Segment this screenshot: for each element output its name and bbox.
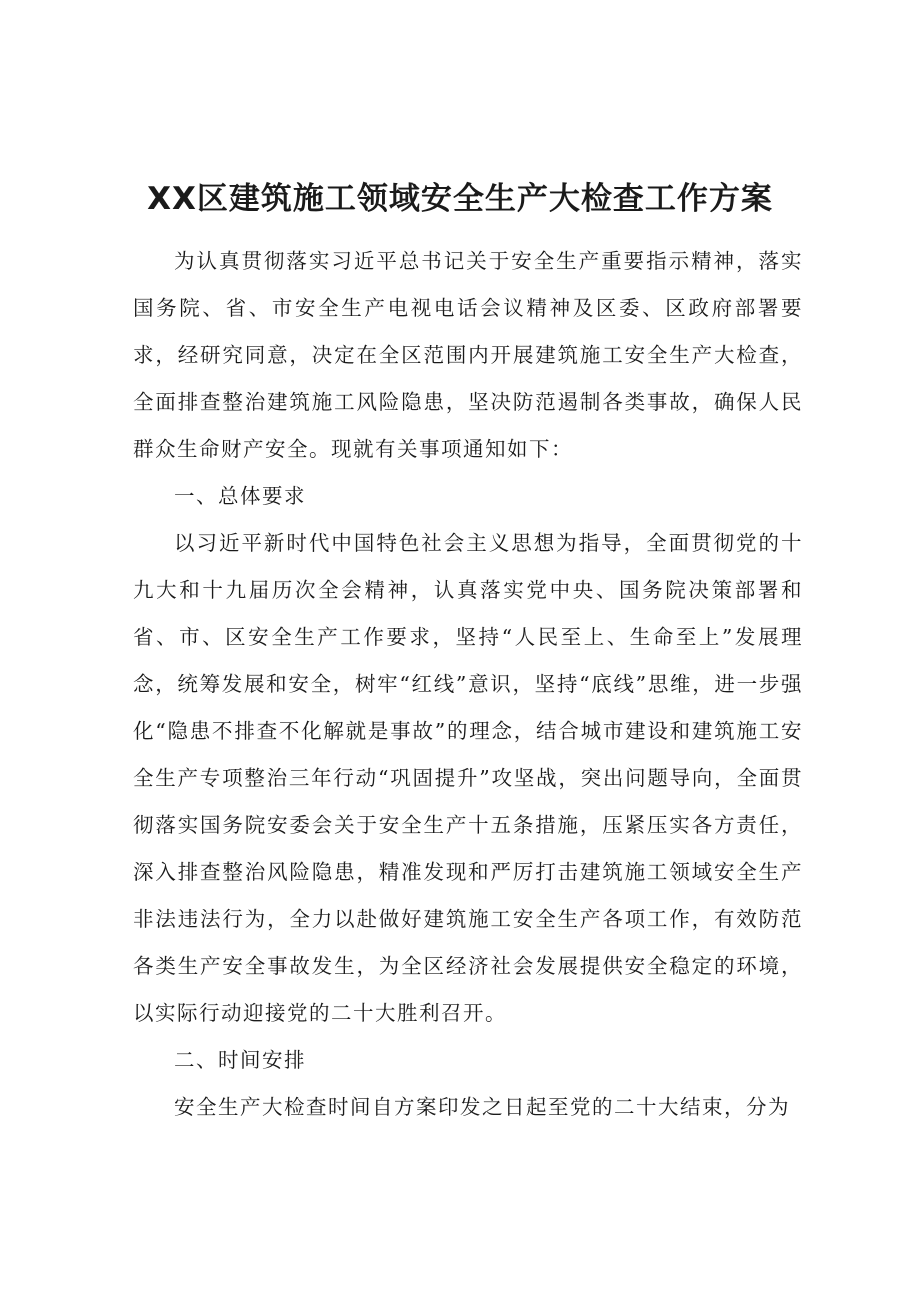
general-requirements-paragraph: 以习近平新时代中国特色社会主义思想为指导，全面贯彻党的十九大和十九届历次全会精神，认真落实党中央、国务院决策部署和省、市、区安全生产工作要求，坚持“人民至上、生命至上”发展理念，统筹发展和安全，树牢“红线”意识，坚持“底线”思维，进一步强化“隐患不排查不化解就是事故”的理念，结合城市建设和建筑施工安全生产专项整治三年行动“巩固提升”攻坚战，突出问题导向，全面贯彻落实国务院安委会关于安全生产十五条措施，压紧压实各方责任，深入排查整治风险隐患，精准发现和严厉打击建筑施工领域安全生产非法违法行为，全力以赴做好建筑施工安全生产各项工作，有效防范各类生产安全事故发生，为全区经济社会发展提供安全稳定的环境，以实际行动迎接党的二十大胜利召开。 — [133, 531, 803, 1025]
section-heading-schedule: 二、时间安排 — [174, 1048, 306, 1072]
document-title: XX区建筑施工领域安全生产大检查工作方案 — [147, 181, 773, 217]
document-body — [133, 238, 803, 1131]
intro-paragraph: 为认真贯彻落实习近平总书记关于安全生产重要指示精神，落实国务院、省、市安全生产电视电话会议精神及区委、区政府部署要求，经研究同意，决定在全区范围内开展建筑施工安全生产大检查，全面排查整治建筑施工风险隐患，坚决防范遏制各类事故，确保人民群众生命财产安全。现就有关事项通知如下： — [133, 249, 803, 461]
schedule-paragraph: 安全生产大检查时间自方案印发之日起至党的二十大结束，分为 — [174, 1095, 790, 1119]
section-heading-general-requirements: 一、总体要求 — [174, 484, 306, 508]
